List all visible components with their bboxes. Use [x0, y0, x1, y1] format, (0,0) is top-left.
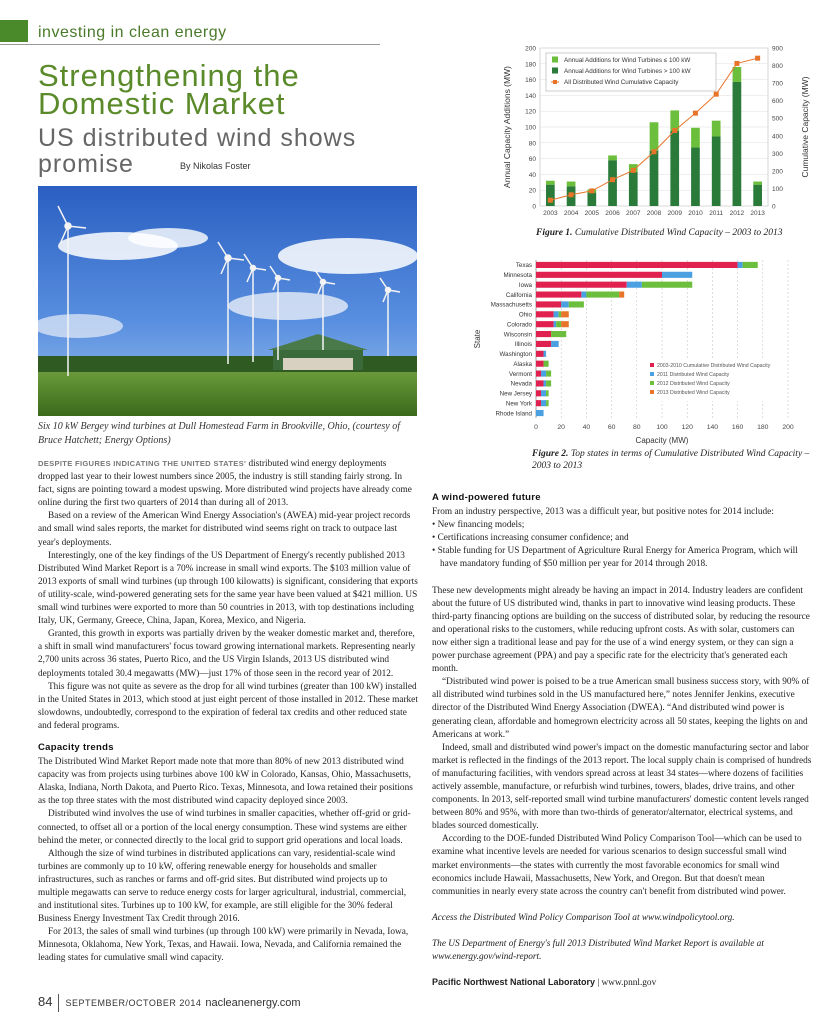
state-label: Washington: [499, 351, 532, 359]
paragraph: The Distributed Wind Market Report made note that more than 80% of new 2013 distributed wind capacity was from projects using turbines above 100 kW in Colorado, Kansas, Ohio, Massachusetts, Alaska, Indiana, North Dakota, and Puerto Rico. Texas, Minnesota, and Iowa retained their positions as the top three states with the most distributed wind capacity deployed since 2003.: [38, 757, 413, 807]
bar-segment: [536, 380, 544, 386]
note-policy-tool: Access the Distributed Wind Policy Comparison Tool at www.windpolicytool.org.: [432, 912, 735, 923]
x-tick-label: 140: [706, 424, 719, 431]
figure1-svg: [500, 40, 820, 220]
state-label: Rhode Island: [495, 410, 532, 418]
legend-label: 2013 Distributed Wind Capacity: [657, 390, 730, 396]
footer-divider: [58, 994, 59, 1012]
figure2-text: Top states in terms of Cumulative Distributed Wind Capacity – 2003 to 2013: [532, 449, 810, 471]
y-tick-label: 0: [532, 203, 536, 211]
y2-tick-label: 100: [772, 185, 783, 193]
y-tick-label: 100: [525, 124, 536, 132]
y-tick-label: 80: [528, 140, 536, 148]
cumulative-point: [714, 92, 719, 97]
paragraph: Indeed, small and distributed wind power's impact on the domestic manufacturing sector and labor market is reflected in the findings of the 2013 report. The local supply chain is comprised of hundreds of manufacturing facilities, with vendors spread across at least 34 states—where dozens of facilities actively assemble, manufacture, or refurbish wind turbines, towers, blades, drive trains, and other components. In 2013, self-reported small wind turbine manufacturers' domestic content levels ranged between 80% and 95%, with more than two-thirds of generator/alternator, electrical systems, and blades sourced domestically.: [432, 742, 812, 832]
bar-segment: [551, 331, 566, 337]
paragraph: “Distributed wind power is poised to be a true American small business success story, with 90% of all distributed wind turbines sold in the US manufactured here,” notes Jennifer Jenkins, executive director of the Distributed Wind Energy Association (DWEA). “And distributed wind power is generating clean, affordable and homegrown electricity across all 50 states, keeping the lights on and Americans at work.”: [432, 677, 810, 740]
bar-segment: [536, 390, 541, 396]
bar-segment: [662, 272, 692, 278]
bar-segment: [541, 400, 546, 406]
bar-small-turbines: [753, 182, 762, 185]
bar-segment: [536, 272, 662, 278]
bar-segment: [743, 262, 758, 268]
paragraph: Although the size of wind turbines in distributed applications can vary, residential-scale wind turbines are commonly up to 10 kW, offering renewable energy for households and smaller infrastructures, such as ranches or farms and off-grid sites. But distributed wind projects up to multiple megawatts can serve to reduce energy costs for larger agricultural, industrial, commercial, and institutional sites. Turbines up to 100 kW, for example, are still eligible for the 30% federal Business Energy Investment Tax Credit through 2016.: [38, 848, 407, 925]
body-column-right: [432, 491, 812, 990]
x-tick-label: 80: [633, 424, 641, 431]
state-label: Massachusetts: [490, 301, 532, 309]
issue-date: SEPTEMBER/OCTOBER 2014: [65, 998, 202, 1008]
bar-segment: [619, 292, 624, 298]
state-label: New York: [505, 400, 532, 408]
y-tick-label: 160: [525, 77, 536, 85]
state-label: New Jersey: [499, 390, 532, 398]
bar-segment: [627, 282, 642, 288]
note-market-report: The US Department of Energy's full 2013 Distributed Wind Market Report is available at www.energy.gov/wind-report.: [432, 938, 764, 962]
figure2-label: Figure 2.: [532, 449, 569, 459]
bar-segment: [546, 400, 549, 406]
photo-caption: Six 10 kW Bergey wind turbines at Dull Homestead Farm in Brookville, Ohio, (courtesy of Bruce Hatchett; Energy Options): [38, 421, 400, 446]
bar-segment: [544, 351, 547, 357]
figure2-svg: [470, 255, 810, 450]
bar-segment: [536, 311, 554, 317]
x-tick-label: 2003: [543, 210, 558, 217]
legend-swatch: [650, 390, 654, 394]
paragraph: This figure was not quite as severe as the drop for all wind turbines (greater than 100 kW) installed in the United States in 2013, which stood at just eight percent of those installed in 2012. These market slowdowns, undoubtedly, correspond to the expiration of federal tax credits and other reduced state and federal programs.: [38, 681, 418, 731]
figure1-chart: [500, 40, 820, 220]
state-label: Alaska: [513, 360, 532, 368]
state-label: Vermont: [508, 370, 532, 378]
bar-segment: [642, 282, 692, 288]
state-label: Minnesota: [503, 272, 532, 280]
bar-segment: [561, 321, 569, 327]
x-tick-label: 2007: [626, 210, 641, 217]
section-color-bar: [0, 20, 28, 42]
header-rule: [0, 44, 380, 45]
state-label: Iowa: [518, 281, 532, 289]
cumulative-point: [693, 111, 698, 116]
bar-large-turbines: [733, 82, 742, 206]
legend-swatch: [552, 57, 558, 63]
page-number: 84: [38, 994, 53, 1009]
y2-tick-label: 300: [772, 150, 783, 158]
bar-segment: [536, 292, 581, 298]
bar-small-turbines: [567, 182, 576, 187]
y2-tick-label: 500: [772, 115, 783, 123]
y-tick-label: 60: [528, 156, 536, 164]
bar-segment: [569, 301, 584, 307]
y2-tick-label: 600: [772, 98, 783, 106]
x-tick-label: 200: [782, 424, 794, 431]
legend-swatch: [650, 381, 654, 385]
bar-segment: [554, 321, 557, 327]
x-axis-title: Capacity (MW): [635, 436, 689, 445]
bar-segment: [541, 371, 546, 377]
bar-segment: [536, 282, 627, 288]
subtitle-text: US distributed wind shows promise: [38, 124, 357, 178]
y2-tick-label: 900: [772, 45, 783, 53]
x-tick-label: 2009: [667, 210, 682, 217]
x-tick-label: 2008: [646, 210, 662, 217]
cumulative-point: [569, 192, 574, 197]
legend-label: 2011 Distributed Wind Capacity: [657, 372, 730, 378]
bar-segment: [536, 262, 738, 268]
y-tick-label: 20: [528, 187, 536, 195]
state-label: Wisconsin: [503, 331, 532, 339]
bar-large-turbines: [587, 193, 596, 206]
bar-small-turbines: [608, 155, 617, 160]
legend-swatch: [650, 372, 654, 376]
x-tick-label: 2011: [709, 210, 724, 217]
bar-segment: [561, 301, 569, 307]
byline: By Nikolas Foster: [180, 161, 251, 171]
bar-segment: [536, 331, 551, 337]
bar-segment: [738, 262, 743, 268]
state-label: California: [505, 291, 532, 299]
bar-segment: [546, 390, 549, 396]
bar-segment: [581, 292, 586, 298]
x-tick-label: 180: [757, 424, 769, 431]
figure1-label: Figure 1.: [536, 228, 573, 238]
paragraph: From an industry perspective, 2013 was a difficult year, but positive notes for 2014 include:: [432, 507, 774, 518]
source-credit: Pacific Northwest National Laboratory | www.pnnl.gov: [432, 977, 657, 989]
bar-small-turbines: [712, 121, 721, 137]
cumulative-point: [610, 177, 615, 182]
article-title: Strengthening the Domestic Market: [38, 58, 300, 121]
bar-small-turbines: [691, 128, 700, 148]
legend-marker: [553, 80, 557, 84]
state-label: Texas: [515, 262, 532, 270]
y2-axis-title: Cumulative Capacity (MW): [800, 76, 810, 178]
y2-tick-label: 800: [772, 63, 783, 71]
photo-illustration: [38, 186, 417, 416]
bar-large-turbines: [712, 136, 721, 206]
bar-large-turbines: [608, 160, 617, 206]
bar-segment: [541, 390, 546, 396]
bar-segment: [546, 380, 551, 386]
subhead-capacity-trends: Capacity trends: [38, 741, 114, 753]
bar-large-turbines: [546, 185, 555, 206]
x-tick-label: 0: [534, 424, 538, 431]
bar-segment: [536, 361, 544, 367]
y-tick-label: 140: [525, 92, 536, 100]
legend-swatch: [650, 363, 654, 367]
figure1-caption: [536, 228, 816, 238]
bar-segment: [544, 380, 547, 386]
paragraph: Distributed wind involves the use of wind turbines in smaller capacities, whether off-grid or grid-connected, to offset all or a portion of the local energy consumption. These wind systems are either behind the meter, or connected directly to the local grid to support grid operations and local loads.: [38, 809, 411, 846]
paragraph: According to the DOE-funded Distributed Wind Policy Comparison Tool—which can be used to examine what incentive levels are needed for various scenarios to design successful small wind market environments—the states with currently the most favorable economics for small wind economics include Hawaii, Massachusetts, New York, and Oregon. But that doesn't mean communities in nearly every state across the country can't benefit from distributed wind power.: [432, 834, 802, 897]
bar-segment: [536, 400, 541, 406]
legend-label: 2012 Distributed Wind Capacity: [657, 381, 730, 387]
bar-large-turbines: [650, 151, 659, 206]
bar-segment: [546, 371, 551, 377]
site-link[interactable]: nacleanenergy.com: [205, 997, 301, 1009]
legend-swatch: [552, 68, 558, 74]
bar-segment: [536, 351, 544, 357]
paragraph: Granted, this growth in exports was partially driven by the weaker domestic market and, therefore, a shift in small wind manufacturers' focus toward growing international markets. Representing nearly 2,700 units across 36 states, Puerto Rico, and the US Virgin Islands, 2013 US distributed wind deployments totaled 30.4 megawatts (MW)—just 17% of those seen in the record year of 2012.: [38, 629, 416, 679]
legend-label: All Distributed Wind Cumulative Capacity: [564, 79, 679, 86]
cumulative-point: [589, 188, 594, 193]
cumulative-point: [672, 128, 677, 133]
legend-label: Annual Additions for Wind Turbines ≤ 100 kW: [564, 57, 691, 64]
bar-segment: [586, 292, 619, 298]
bullet-item: • New financing models;: [432, 520, 525, 531]
bar-small-turbines: [733, 67, 742, 82]
bullet-item: • Certifications increasing consumer confidence; and: [432, 533, 629, 544]
lead-paragraph: DESPITE FIGURES INDICATING THE UNITED STATES' distributed wind energy deployments dropped last year to their lowest numbers since 2005, the industry is still standing fairly strong. In fact, signs are pointing toward a modest upswing. More distributed wind projects have already come online during the first two quarters of 2014 than during all of 2013.: [38, 459, 412, 509]
bar-segment: [561, 311, 569, 317]
y-axis-title: Annual Capacity Additions (MW): [502, 66, 512, 188]
bar-large-turbines: [629, 172, 638, 206]
paragraph: Based on a review of the American Wind Energy Association's (AWEA) mid-year project records and small wind sales reports, the market for distributed wind seems right on track to outpace last year's deployments.: [38, 511, 411, 548]
lead-in: DESPITE FIGURES INDICATING THE UNITED STATES': [38, 459, 247, 468]
legend-label: 2003-2010 Cumulative Distributed Wind Capacity: [657, 363, 771, 369]
figure1-text: Cumulative Distributed Wind Capacity – 2003 to 2013: [574, 228, 783, 238]
y-tick-label: 200: [525, 45, 536, 53]
bar-large-turbines: [691, 148, 700, 206]
bar-large-turbines: [670, 131, 679, 206]
body-column-left: [38, 457, 418, 966]
bullet-item: • Stable funding for US Department of Agriculture Rural Energy for America Program, which will have mandatory funding of $50 million per year for 2014 through 2018.: [432, 546, 798, 570]
bar-segment: [556, 321, 561, 327]
cumulative-point: [755, 56, 760, 61]
y2-tick-label: 700: [772, 80, 783, 88]
legend-label: Annual Additions for Wind Turbines > 100 kW: [564, 68, 691, 75]
bar-large-turbines: [753, 185, 762, 206]
x-tick-label: 2006: [605, 210, 620, 217]
figure2-chart: [470, 255, 810, 450]
cumulative-point: [652, 149, 657, 154]
y2-tick-label: 200: [772, 168, 783, 176]
bar-segment: [536, 371, 541, 377]
x-tick-label: 40: [582, 424, 591, 431]
bar-segment: [554, 311, 559, 317]
x-tick-label: 2012: [729, 210, 745, 217]
x-tick-label: 100: [656, 424, 668, 431]
bar-small-turbines: [650, 122, 659, 150]
y-tick-label: 180: [525, 61, 536, 69]
x-tick-label: 2005: [584, 210, 600, 217]
bar-segment: [536, 410, 544, 416]
x-tick-label: 120: [681, 424, 693, 431]
bar-segment: [544, 361, 549, 367]
bar-segment: [536, 321, 554, 327]
state-label: Nevada: [510, 380, 532, 388]
x-tick-label: 60: [607, 424, 616, 431]
bar-segment: [536, 301, 561, 307]
page-footer: [38, 994, 301, 1012]
state-label: Illinois: [514, 341, 532, 349]
figure2-caption: [532, 448, 812, 472]
paragraph: These new developments might already be having an impact in 2014. Industry leaders are confident about the future of US distributed wind, thanks in part to innovative wind leasing products. These third-party financing options are building on the success of distributed solar, by reducing the resource and operational risks to the customers, while reducing upfront costs. As with solar, customers can now either sign a traditional lease and pay for the use of a wind energy system, or they can sign a power purchase agreement (PPA) and pay a specific rate for the electricity that's generated each month.: [432, 585, 810, 675]
x-tick-label: 2004: [563, 210, 579, 217]
section-label: investing in clean energy: [38, 24, 227, 41]
bar-small-turbines: [546, 181, 555, 185]
x-tick-label: 2013: [750, 210, 765, 217]
x-tick-label: 160: [731, 424, 744, 431]
wind-turbines-photo: [38, 186, 417, 416]
subhead-wind-powered-future: A wind-powered future: [432, 492, 541, 503]
cumulative-point: [734, 61, 739, 66]
cumulative-point: [548, 198, 553, 203]
bar-segment: [551, 341, 559, 347]
paragraph: Interestingly, one of the key findings of the US Department of Energy's recently published 2013 Distributed Wind Market Report is a 70% increase in small wind exports. The $103 million value of 2013 exports of small wind turbines (up through 100 kilowatts) is significant, considering that exports of utility-scale, wind-powered generating sets for the same year have been valued at $421 million. US small wind turbines were exported to more than 50 countries in 2013, with top destinations including Italy, UK, Germany, Greece, China, Japan, Korea, Mexico, and Nigeria.: [38, 550, 418, 627]
y2-tick-label: 400: [772, 133, 783, 141]
y-tick-label: 40: [528, 171, 536, 179]
y-axis-title: State: [473, 329, 482, 349]
cumulative-point: [631, 168, 636, 173]
state-label: Ohio: [518, 311, 532, 319]
paragraph: For 2013, the sales of small wind turbines (up through 100 kW) were primarily in Nevada, Iowa, Minnesota, Oklahoma, New York, Texas, and Hawaii. Iowa, Nevada, and California remained the leading states for cumulative small wind capacity.: [38, 927, 409, 964]
y2-tick-label: 0: [772, 203, 776, 211]
bar-segment: [559, 311, 562, 317]
x-tick-label: 20: [557, 424, 565, 431]
state-label: Colorado: [506, 321, 532, 329]
y-tick-label: 120: [525, 108, 536, 116]
x-tick-label: 2010: [688, 210, 703, 217]
bar-segment: [536, 341, 551, 347]
